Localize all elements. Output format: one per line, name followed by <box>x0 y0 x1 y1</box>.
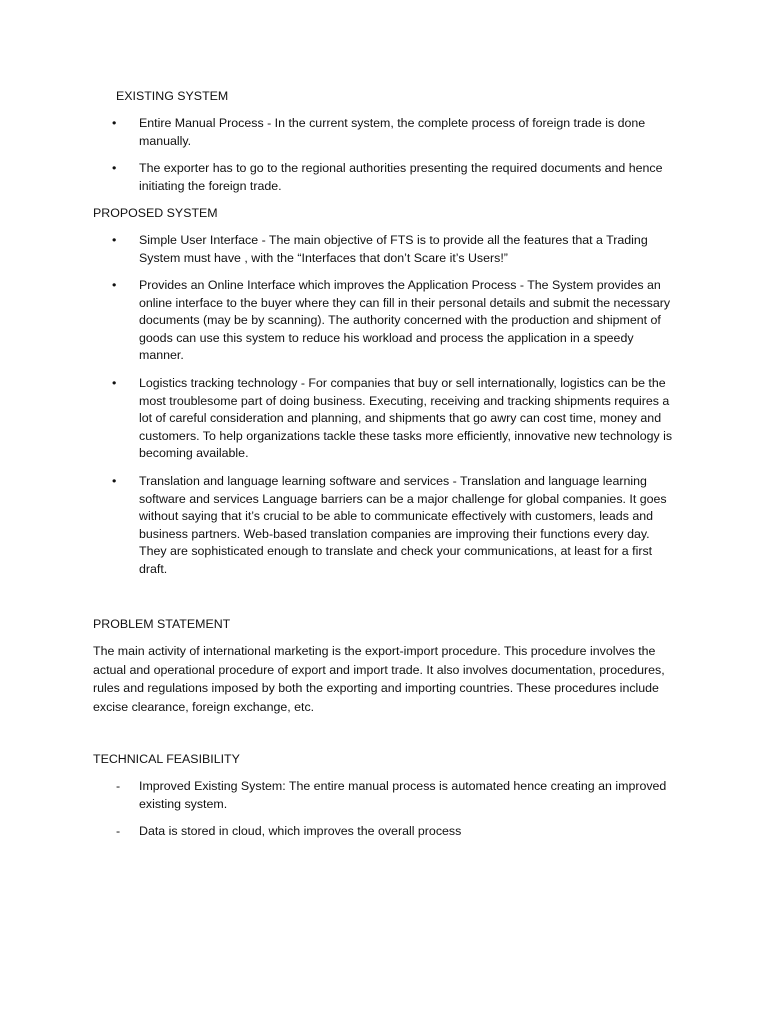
existing-bullet-2 <box>112 160 677 195</box>
bullet-text: Logistics tracking technology - For companies that buy or sell internationally, logistics can be the most troublesome part of doing business. Executing, receiving and tracking shipments requires a lot of careful consideration and planning, and shipments that go awry can cost time, money and customers. To help organizations tackle these tasks more efficiently, innovative new technology is becoming available. <box>139 376 673 461</box>
bullet-text: Simple User Interface - The main objective of FTS is to provide all the features that a Trading System must have , with the “Interfaces that don’t Scare it’s Users!” <box>139 233 648 265</box>
bullet-text: The exporter has to go to the regional authorities presenting the required documents and hence initiating the foreign trade. <box>139 161 663 193</box>
bullet-text: Entire Manual Process - In the current system, the complete process of foreign trade is done manually. <box>139 116 646 148</box>
bullet-text: Provides an Online Interface which improves the Application Process - The System provides an online interface to the buyer where they can fill in their personal details and submit the necessary documents (may be by scanning). The authority concerned with the production and shipment of goods can use this system to reduce his workload and process the application in a speedy manner. <box>139 278 671 363</box>
existing-bullet-1 <box>112 115 677 150</box>
dash-marker: - <box>116 779 121 793</box>
dash-marker: - <box>116 824 121 838</box>
bullet-marker: • <box>112 474 117 488</box>
problem-statement-heading: PROBLEM STATEMENT <box>93 617 231 631</box>
proposed-bullet-3 <box>112 375 677 463</box>
bullet-marker: • <box>112 376 117 390</box>
item-text: Improved Existing System: The entire manual process is automated hence creating an improved existing system. <box>139 779 667 811</box>
bullet-marker: • <box>112 116 117 130</box>
existing-system-heading: EXISTING SYSTEM <box>116 89 229 103</box>
item-text: Data is stored in cloud, which improves the overall process <box>139 824 462 838</box>
problem-statement-paragraph: The main activity of international marketing is the export-import procedure. This procedure involves the actual and operational procedure of export and import trade. It also involves documentation, procedures, rules and regulations imposed by both the exporting and importing countries. These procedures include excise clearance, foreign exchange, etc. <box>93 644 665 714</box>
proposed-bullet-4 <box>112 473 677 579</box>
proposed-bullet-1 <box>112 232 677 267</box>
bullet-marker: • <box>112 161 117 175</box>
technical-feasibility-heading: TECHNICAL FEASIBILITY <box>93 752 240 766</box>
bullet-marker: • <box>112 233 117 247</box>
bullet-text: Translation and language learning software and services - Translation and language learning software and services Language barriers can be a major challenge for global companies. It goes without saying that it’s crucial to be able to communicate effectively with customers, leads and business partners. Web-based translation companies are improving their functions every day. They are sophisticated enough to translate and check your communications, at least for a first draft. <box>139 474 667 576</box>
proposed-bullet-2 <box>112 277 677 365</box>
proposed-system-heading: PROPOSED SYSTEM <box>93 206 218 220</box>
technical-item-2 <box>112 823 677 841</box>
bullet-marker: • <box>112 278 117 292</box>
technical-item-1 <box>112 778 677 813</box>
